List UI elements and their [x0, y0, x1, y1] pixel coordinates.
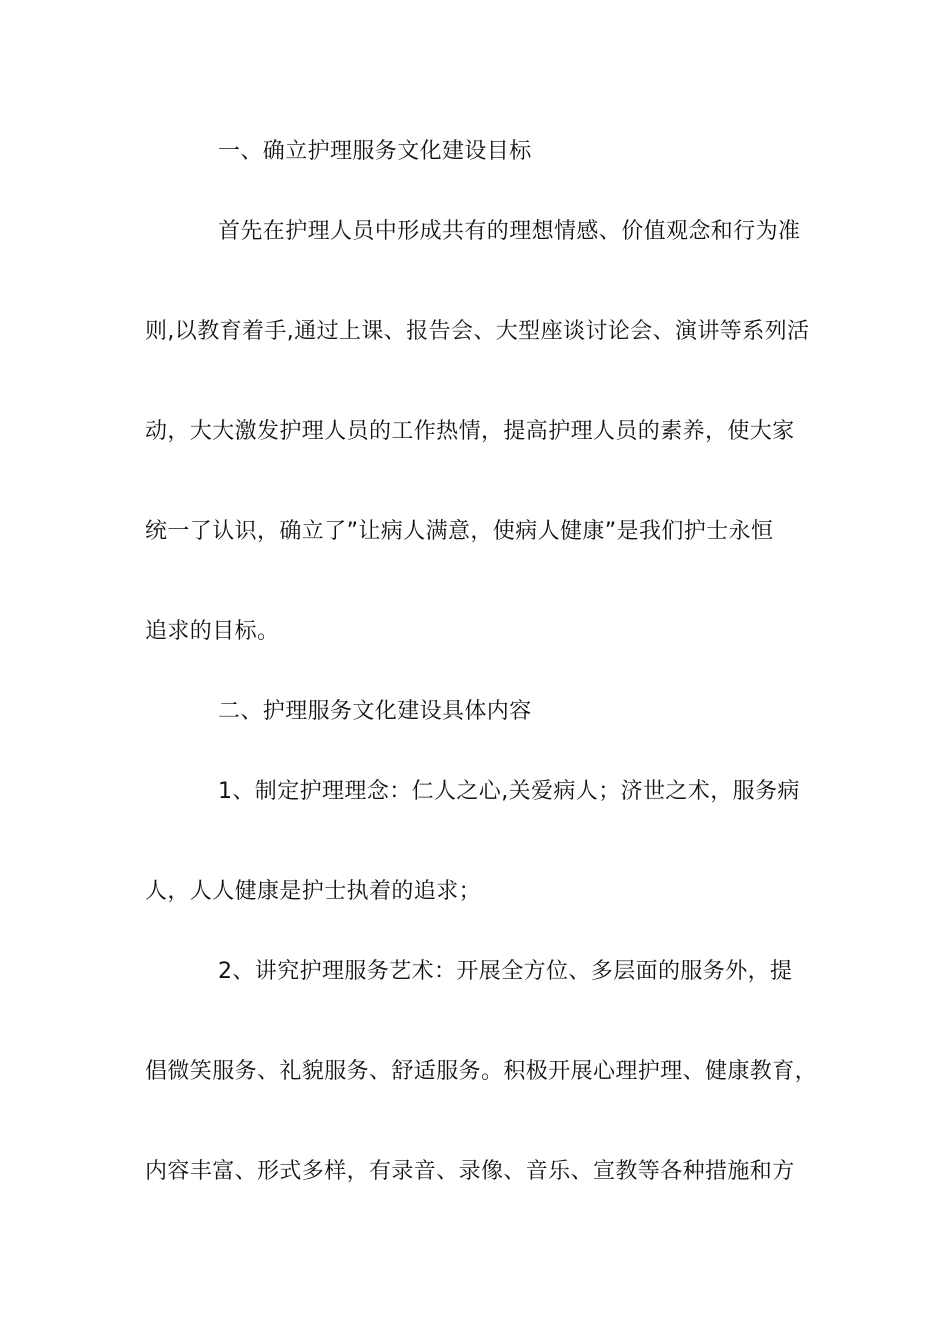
paragraph-line: 统一了认识，确立了”让病人满意，使病人健康”是我们护士永恒 [145, 519, 774, 544]
section-heading-1: 一、确立护理服务文化建设目标 [218, 139, 532, 164]
paragraph-line: 内容丰富、形式多样，有录音、录像、音乐、宣教等各种措施和方 [145, 1159, 795, 1184]
paragraph-line: 首先在护理人员中形成共有的理想情感、价值观念和行为准 [218, 219, 801, 244]
paragraph-line: 追求的目标。 [145, 619, 280, 644]
paragraph-line: 倡微笑服务、礼貌服务、舒适服务。积极开展心理护理、健康教育， [145, 1059, 818, 1084]
paragraph-line: 人，人人健康是护士执着的追求； [145, 879, 482, 904]
paragraph-line: 则,以教育着手,通过上课、报告会、大型座谈讨论会、演讲等系列活 [145, 319, 810, 344]
paragraph-line: 2、讲究护理服务艺术：开展全方位、多层面的服务外，提 [218, 959, 793, 984]
paragraph-line: 1、制定护理理念：仁人之心,关爱病人；济世之术，服务病 [218, 779, 800, 804]
section-heading-2: 二、护理服务文化建设具体内容 [218, 699, 532, 724]
paragraph-line: 动，大大激发护理人员的工作热情，提高护理人员的素养，使大家 [145, 419, 795, 444]
